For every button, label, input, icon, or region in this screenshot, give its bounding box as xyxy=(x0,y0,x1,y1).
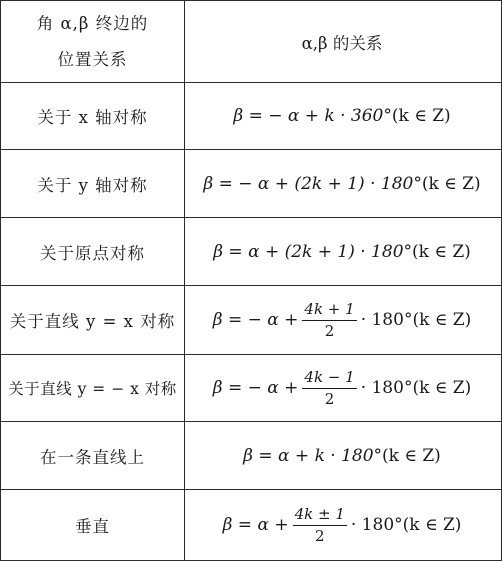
formula xyxy=(213,242,471,262)
formula-expression: β = α + k · 180° xyxy=(243,445,383,466)
position-text: 关于 y 轴对称 xyxy=(37,175,148,195)
formula-prefix: β = − α + xyxy=(212,310,299,330)
fraction-denominator: 2 xyxy=(314,526,325,545)
formula-condition: (k ∈ Z) xyxy=(421,173,481,194)
formula-condition: (k ∈ Z) xyxy=(402,515,462,535)
fraction-numerator: 4k + 1 xyxy=(302,301,356,321)
header-position-line1: 角 α,β 终边的 xyxy=(36,13,149,33)
formula-expression: β = − α + k · 360° xyxy=(233,106,392,126)
header-relation-cell xyxy=(184,1,500,82)
formula-suffix: · 180° xyxy=(360,378,413,398)
position-cell-perpendicular xyxy=(1,490,184,560)
formula-cell-y-axis xyxy=(184,150,500,217)
formula-condition: (k ∈ Z) xyxy=(382,445,441,466)
formula-prefix: β = − α + xyxy=(212,378,299,398)
position-text: 垂直 xyxy=(75,517,110,536)
formula-cell-line-y-eq-neg-x xyxy=(184,355,500,421)
position-cell-y-axis xyxy=(1,150,184,217)
formula xyxy=(243,446,441,466)
formula xyxy=(233,106,450,126)
formula-expression: β = − α + (2k + 1) · 180° xyxy=(203,173,422,194)
position-cell-line-y-eq-x xyxy=(1,286,184,354)
header-position-cell xyxy=(1,1,184,82)
formula-prefix: β = α + xyxy=(222,515,289,535)
formula-condition: (k ∈ Z) xyxy=(412,310,472,330)
formula-expression: β = α + (2k + 1) · 180° xyxy=(213,241,413,262)
fraction-numerator: 4k ± 1 xyxy=(293,506,347,526)
formula-cell-origin xyxy=(184,218,500,285)
formula xyxy=(213,301,471,339)
position-text: 关于直线 y = x 对称 xyxy=(9,312,176,331)
formula-cell-perpendicular xyxy=(184,490,500,560)
formula-cell-x-axis xyxy=(184,83,500,149)
position-text: 关于直线 y = − x 对称 xyxy=(8,380,177,398)
formula-condition: (k ∈ Z) xyxy=(391,106,451,126)
formula-suffix: · 180° xyxy=(360,310,413,330)
position-text: 在一条直线上 xyxy=(40,447,145,467)
fraction-numerator: 4k − 1 xyxy=(302,369,356,389)
fraction xyxy=(293,506,347,544)
fraction-denominator: 2 xyxy=(324,389,335,408)
formula-condition: (k ∈ Z) xyxy=(412,241,471,262)
fraction-denominator: 2 xyxy=(324,321,335,340)
header-relation-text: α,β 的关系 xyxy=(301,33,383,53)
formula xyxy=(213,369,471,407)
position-cell-origin xyxy=(1,218,184,285)
formula-suffix: · 180° xyxy=(350,515,403,535)
header-position-line2: 位置关系 xyxy=(57,49,128,69)
position-text: 关于 x 轴对称 xyxy=(37,108,148,127)
formula-cell-line-y-eq-x xyxy=(184,286,500,354)
position-cell-x-axis xyxy=(1,83,184,149)
formula xyxy=(203,174,480,194)
formula-condition: (k ∈ Z) xyxy=(412,378,472,398)
formula-cell-same-line xyxy=(184,422,500,489)
fraction xyxy=(302,369,356,407)
formula xyxy=(223,506,462,544)
position-cell-line-y-eq-neg-x xyxy=(1,355,184,421)
position-text: 关于原点对称 xyxy=(40,243,145,263)
fraction xyxy=(302,301,356,339)
position-cell-same-line xyxy=(1,422,184,489)
